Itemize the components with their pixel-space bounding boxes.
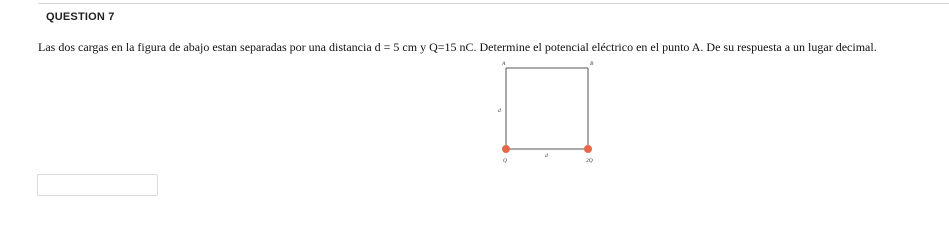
corner-b-label: B (590, 61, 594, 67)
charge-diagram (490, 58, 606, 170)
charge-q-label: Q (503, 158, 507, 164)
charge-2q-dot (584, 145, 592, 153)
question-text: Las dos cargas en la figura de abajo estan separadas por una distancia d = 5 cm y Q=15 nC. Determine el potencial eléctrico en el punto A. De su respuesta a un lugar decimal. (38, 40, 877, 54)
corner-a-label: A (502, 61, 506, 67)
side-d-left-label: d (498, 108, 501, 114)
charge-diagram-svg (490, 58, 606, 170)
charge-q-dot (502, 145, 510, 153)
question-header: QUESTION 7 (46, 11, 115, 23)
side-d-bottom-label: d (545, 153, 548, 159)
top-divider (38, 3, 949, 4)
charge-2q-label: 2Q (586, 158, 593, 164)
answer-input[interactable] (37, 174, 158, 196)
